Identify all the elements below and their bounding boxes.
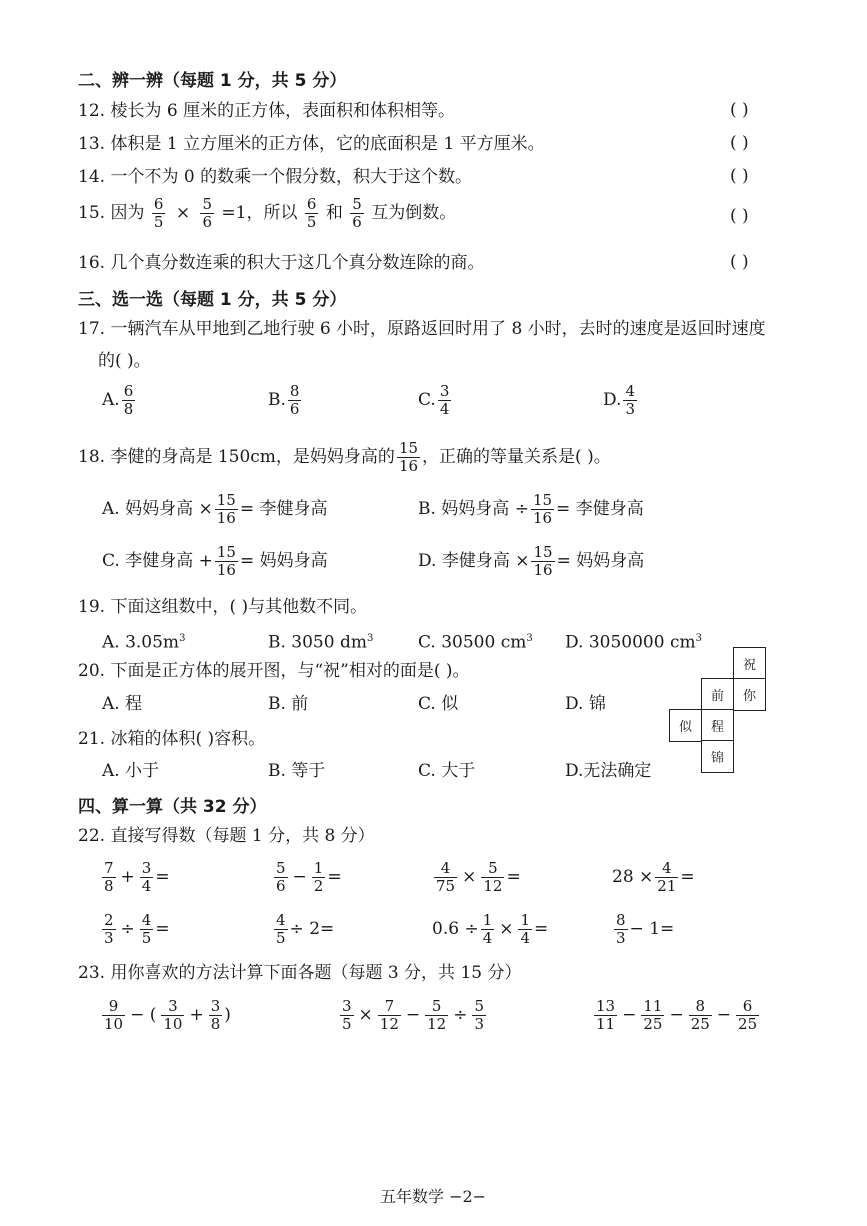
answer-bracket-12[interactable]: ( ) (730, 100, 749, 120)
net-face-jin: 锦 (701, 740, 734, 773)
answer-bracket-16[interactable]: ( ) (730, 252, 749, 272)
question-15: 15. 因为 $\frac{6}{5}$ × $\frac{5}{6}$ =1，所以 $\frac{6}{5}$ 和 $\frac{5}{6}$ 互为倒数。 (78, 195, 457, 231)
question-12: 12. 棱长为 6 厘米的正方体，表面积和体积相等。 (78, 101, 456, 121)
q17-option-c[interactable]: C. $\frac{3}{4}$ (418, 382, 450, 418)
question-17-line2: 的( )。 (98, 351, 151, 371)
q18-option-c[interactable]: C. 李健身高 + $\frac{15}{16}$ = 妈妈身高 (102, 543, 328, 579)
net-face-cheng: 程 (701, 709, 734, 742)
net-face-si: 似 (669, 709, 702, 742)
q19-option-d[interactable]: D. 3050000 $cm^3$ (565, 632, 702, 653)
question-23: 23. 用你喜欢的方法计算下面各题（每题 3 分，共 15 分） (78, 963, 522, 983)
net-face-zhu: 祝 (733, 647, 766, 680)
question-19: 19. 下面这组数中，( )与其他数不同。 (78, 597, 368, 617)
section-3-title: 三、选一选（每题 1 分，共 5 分） (78, 290, 347, 310)
q19-option-c[interactable]: C. 30500 $cm^3$ (418, 632, 533, 653)
question-17-line1: 17. 一辆汽车从甲地到乙地行驶 6 小时，原路返回时用了 8 小时，去时的速度是返回时速度 (78, 319, 766, 339)
question-22: 22. 直接写得数（每题 1 分，共 8 分） (78, 826, 375, 846)
q23-item-a: $\frac{9}{10}$ − ( $\frac{3}{10}$ + $\frac{3}{8}$ ) (104, 997, 231, 1033)
net-face-qian: 前 (701, 678, 734, 711)
q21-option-b[interactable]: B. 等于 (268, 761, 326, 781)
q22-item-g: 0.6 ÷ $\frac{1}{4}$ × $\frac{1}{4}$ = (432, 911, 549, 947)
q22-item-c: $\frac{4}{75}$ × $\frac{5}{12}$ = (436, 859, 521, 895)
net-face-ni: 你 (733, 678, 766, 711)
q20-option-d[interactable]: D. 锦 (565, 694, 606, 714)
q21-option-c[interactable]: C. 大于 (418, 761, 476, 781)
q21-option-d[interactable]: D.无法确定 (565, 761, 652, 781)
question-14: 14. 一个不为 0 的数乘一个假分数，积大于这个数。 (78, 167, 473, 187)
question-21: 21. 冰箱的体积( )容积。 (78, 729, 266, 749)
q18-option-d[interactable]: D. 李健身高 × $\frac{15}{16}$ = 妈妈身高 (418, 543, 645, 579)
q20-option-c[interactable]: C. 似 (418, 694, 459, 714)
question-13: 13. 体积是 1 立方厘米的正方体，它的底面积是 1 平方厘米。 (78, 134, 545, 154)
question-18: 18. 李健的身高是 150cm，是妈妈身高的 $\frac{15}{16}$ ，正确的等量关系是( )。 (78, 439, 611, 475)
section-2-title: 二、辨一辨（每题 1 分，共 5 分） (78, 71, 347, 91)
q17-option-d[interactable]: D. $\frac{4}{3}$ (603, 382, 635, 418)
q19-option-a[interactable]: A. $3.05m^3$ (102, 632, 186, 653)
q22-item-d: 28 × $\frac{4}{21}$ = (612, 859, 695, 895)
q21-option-a[interactable]: A. 小于 (102, 761, 160, 781)
q22-item-h: $\frac{8}{3}$ − 1= (616, 911, 675, 947)
q20-option-b[interactable]: B. 前 (268, 694, 309, 714)
q18-option-a[interactable]: A. 妈妈身高 × $\frac{15}{16}$ = 李健身高 (102, 491, 328, 527)
q23-item-c: $\frac{13}{11}$ − $\frac{11}{25}$ − $\frac{8}{25}$ − $\frac{6}{25}$ (596, 997, 758, 1033)
answer-bracket-14[interactable]: ( ) (730, 166, 749, 186)
q19-option-b[interactable]: B. 3050 $dm^3$ (268, 632, 374, 653)
q17-option-b[interactable]: B. $\frac{8}{6}$ (268, 382, 300, 418)
q20-option-a[interactable]: A. 程 (102, 694, 143, 714)
question-16: 16. 几个真分数连乘的积大于这几个真分数连除的商。 (78, 253, 485, 273)
q22-item-a: $\frac{7}{8}$ + $\frac{3}{4}$ = (104, 859, 170, 895)
answer-bracket-13[interactable]: ( ) (730, 133, 749, 153)
page-footer: 五年数学 −2− (380, 1187, 487, 1206)
question-20: 20. 下面是正方体的展开图，与“祝”相对的面是( )。 (78, 661, 470, 681)
section-4-title: 四、算一算（共 32 分） (78, 797, 267, 817)
q22-item-f: $\frac{4}{5}$ ÷ 2= (276, 911, 335, 947)
answer-bracket-15[interactable]: ( ) (730, 206, 749, 226)
q17-option-a[interactable]: A. $\frac{6}{8}$ (102, 382, 134, 418)
q23-item-b: $\frac{3}{5}$ × $\frac{7}{12}$ − $\frac{5}{12}$ ÷ $\frac{5}{3}$ (342, 997, 485, 1033)
q22-item-b: $\frac{5}{6}$ − $\frac{1}{2}$ = (276, 859, 342, 895)
q22-item-e: $\frac{2}{3}$ ÷ $\frac{4}{5}$ = (104, 911, 170, 947)
q18-option-b[interactable]: B. 妈妈身高 ÷ $\frac{15}{16}$ = 李健身高 (418, 491, 644, 527)
